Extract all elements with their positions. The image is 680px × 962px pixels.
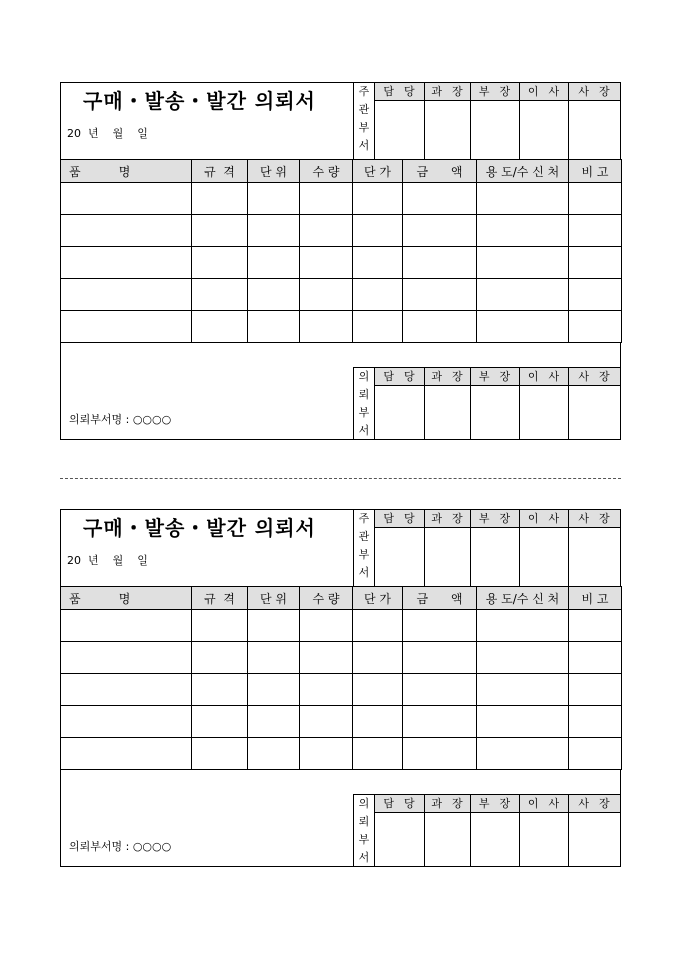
table-cell[interactable] bbox=[403, 610, 477, 642]
col-purpose-recipient: 용 도/수 신 처 bbox=[477, 587, 569, 610]
request-form-bottom bbox=[60, 509, 621, 867]
table-cell[interactable] bbox=[192, 311, 248, 343]
table-cell[interactable] bbox=[477, 215, 569, 247]
requesting-dept-approval bbox=[353, 367, 620, 439]
approval-cell-section-chief[interactable]: 과 장 bbox=[425, 368, 471, 439]
table-row bbox=[61, 610, 622, 642]
table-cell[interactable] bbox=[300, 642, 353, 674]
table-cell[interactable] bbox=[403, 279, 477, 311]
col-spec: 규 격 bbox=[192, 587, 248, 610]
table-cell[interactable] bbox=[353, 279, 403, 311]
table-cell[interactable] bbox=[477, 706, 569, 738]
table-cell[interactable] bbox=[477, 610, 569, 642]
table-cell[interactable] bbox=[248, 215, 300, 247]
table-cell[interactable] bbox=[353, 247, 403, 279]
approval-cell-director[interactable]: 이 사 bbox=[520, 83, 569, 159]
table-cell[interactable] bbox=[192, 183, 248, 215]
table-cell[interactable] bbox=[300, 674, 353, 706]
approval-cell-staff[interactable]: 담 당 bbox=[375, 510, 425, 586]
table-row bbox=[61, 642, 622, 674]
table-cell[interactable] bbox=[477, 738, 569, 770]
table-row bbox=[61, 311, 622, 343]
form-header bbox=[60, 509, 621, 586]
table-cell[interactable] bbox=[569, 183, 622, 215]
table-cell[interactable] bbox=[192, 279, 248, 311]
col-amount: 금 액 bbox=[403, 160, 477, 183]
approval-cell-president[interactable]: 사 장 bbox=[569, 368, 620, 439]
col-spec: 규 격 bbox=[192, 160, 248, 183]
table-cell[interactable] bbox=[300, 738, 353, 770]
table-cell[interactable] bbox=[61, 183, 192, 215]
table-cell[interactable] bbox=[248, 311, 300, 343]
table-cell[interactable] bbox=[353, 706, 403, 738]
form-title: 구매・발송・발간 의뢰서 bbox=[83, 89, 316, 113]
table-cell[interactable] bbox=[569, 610, 622, 642]
table-header-row bbox=[61, 587, 622, 610]
col-purpose-recipient: 용 도/수 신 처 bbox=[477, 160, 569, 183]
table-cell[interactable] bbox=[353, 642, 403, 674]
table-row bbox=[61, 183, 622, 215]
title-area bbox=[61, 83, 353, 159]
cut-line-divider bbox=[60, 478, 621, 479]
table-row bbox=[61, 279, 622, 311]
form-title: 구매・발송・발간 의뢰서 bbox=[83, 516, 316, 540]
table-cell[interactable] bbox=[61, 738, 192, 770]
approval-side-label: 의 뢰 부 서 bbox=[354, 795, 375, 866]
table-cell[interactable] bbox=[403, 311, 477, 343]
table-cell[interactable] bbox=[61, 642, 192, 674]
table-cell[interactable] bbox=[569, 674, 622, 706]
table-row bbox=[61, 247, 622, 279]
col-quantity: 수 량 bbox=[300, 160, 353, 183]
table-cell[interactable] bbox=[477, 674, 569, 706]
table-cell[interactable] bbox=[569, 706, 622, 738]
table-header-row bbox=[61, 160, 622, 183]
approval-side-label: 의 뢰 부 서 bbox=[354, 368, 375, 439]
table-cell[interactable] bbox=[569, 247, 622, 279]
form-footer bbox=[60, 343, 621, 440]
date-line: 20 년 월 일 bbox=[67, 554, 148, 567]
table-cell[interactable] bbox=[353, 215, 403, 247]
requesting-dept-name: 의뢰부서명 : ○○○○ bbox=[69, 840, 172, 853]
table-row bbox=[61, 674, 622, 706]
col-unit: 단 위 bbox=[248, 160, 300, 183]
table-cell[interactable] bbox=[569, 311, 622, 343]
table-cell[interactable] bbox=[353, 311, 403, 343]
table-cell[interactable] bbox=[300, 215, 353, 247]
request-form-top bbox=[60, 82, 621, 440]
table-cell[interactable] bbox=[300, 706, 353, 738]
table-cell[interactable] bbox=[353, 674, 403, 706]
approval-cell-dept-head[interactable]: 부 장 bbox=[471, 510, 520, 586]
table-cell[interactable] bbox=[477, 183, 569, 215]
supervising-dept-approval bbox=[353, 83, 620, 159]
approval-cell-president[interactable]: 사 장 bbox=[569, 795, 620, 866]
approval-cell-section-chief[interactable]: 과 장 bbox=[425, 83, 471, 159]
table-cell[interactable] bbox=[403, 215, 477, 247]
table-cell[interactable] bbox=[300, 247, 353, 279]
table-cell[interactable] bbox=[403, 642, 477, 674]
table-cell[interactable] bbox=[300, 279, 353, 311]
col-amount: 금 액 bbox=[403, 587, 477, 610]
approval-cell-dept-head[interactable]: 부 장 bbox=[471, 795, 520, 866]
table-row bbox=[61, 706, 622, 738]
form-header bbox=[60, 82, 621, 159]
table-cell[interactable] bbox=[353, 610, 403, 642]
table-cell[interactable] bbox=[477, 279, 569, 311]
table-cell[interactable] bbox=[403, 247, 477, 279]
requesting-dept-approval bbox=[353, 794, 620, 866]
table-cell[interactable] bbox=[61, 610, 192, 642]
table-cell[interactable] bbox=[192, 610, 248, 642]
col-remarks: 비 고 bbox=[569, 160, 622, 183]
requesting-dept-name: 의뢰부서명 : ○○○○ bbox=[69, 413, 172, 426]
approval-cell-dept-head[interactable]: 부 장 bbox=[471, 83, 520, 159]
supervising-dept-approval bbox=[353, 510, 620, 586]
table-cell[interactable] bbox=[569, 279, 622, 311]
table-cell[interactable] bbox=[353, 183, 403, 215]
col-unit-price: 단 가 bbox=[353, 587, 403, 610]
table-cell[interactable] bbox=[192, 247, 248, 279]
approval-cell-director[interactable]: 이 사 bbox=[520, 510, 569, 586]
approval-cell-president[interactable]: 사 장 bbox=[569, 510, 620, 586]
table-cell[interactable] bbox=[61, 311, 192, 343]
table-cell[interactable] bbox=[477, 247, 569, 279]
table-cell[interactable] bbox=[61, 279, 192, 311]
table-cell[interactable] bbox=[477, 311, 569, 343]
table-cell[interactable] bbox=[300, 610, 353, 642]
table-cell[interactable] bbox=[248, 610, 300, 642]
table-cell[interactable] bbox=[248, 738, 300, 770]
table-cell[interactable] bbox=[403, 738, 477, 770]
title-area bbox=[61, 510, 353, 586]
table-row bbox=[61, 738, 622, 770]
table-cell[interactable] bbox=[300, 183, 353, 215]
table-cell[interactable] bbox=[403, 674, 477, 706]
table-cell[interactable] bbox=[248, 706, 300, 738]
approval-cell-president[interactable]: 사 장 bbox=[569, 83, 620, 159]
approval-side-label: 주 관 부 서 bbox=[354, 83, 375, 159]
items-table bbox=[60, 159, 622, 343]
col-quantity: 수 량 bbox=[300, 587, 353, 610]
table-cell[interactable] bbox=[192, 642, 248, 674]
form-footer bbox=[60, 770, 621, 867]
table-cell[interactable] bbox=[248, 642, 300, 674]
col-item-name: 품 명 bbox=[61, 587, 192, 610]
table-cell[interactable] bbox=[569, 642, 622, 674]
col-unit-price: 단 가 bbox=[353, 160, 403, 183]
col-remarks: 비 고 bbox=[569, 587, 622, 610]
col-item-name: 품 명 bbox=[61, 160, 192, 183]
approval-cell-dept-head[interactable]: 부 장 bbox=[471, 368, 520, 439]
table-cell[interactable] bbox=[248, 183, 300, 215]
table-cell[interactable] bbox=[248, 674, 300, 706]
approval-cell-section-chief[interactable]: 과 장 bbox=[425, 795, 471, 866]
approval-cell-staff[interactable]: 담 당 bbox=[375, 795, 425, 866]
table-cell[interactable] bbox=[192, 215, 248, 247]
approval-cell-director[interactable]: 이 사 bbox=[520, 795, 569, 866]
table-cell[interactable] bbox=[192, 674, 248, 706]
table-cell[interactable] bbox=[477, 642, 569, 674]
table-cell[interactable] bbox=[403, 706, 477, 738]
date-line: 20 년 월 일 bbox=[67, 127, 148, 140]
col-unit: 단 위 bbox=[248, 587, 300, 610]
table-row bbox=[61, 215, 622, 247]
table-cell[interactable] bbox=[300, 311, 353, 343]
approval-side-label: 주 관 부 서 bbox=[354, 510, 375, 586]
table-cell[interactable] bbox=[569, 738, 622, 770]
table-cell[interactable] bbox=[192, 738, 248, 770]
table-cell[interactable] bbox=[248, 247, 300, 279]
approval-cell-staff[interactable]: 담 당 bbox=[375, 83, 425, 159]
approval-cell-section-chief[interactable]: 과 장 bbox=[425, 510, 471, 586]
table-cell[interactable] bbox=[61, 674, 192, 706]
approval-cell-staff[interactable]: 담 당 bbox=[375, 368, 425, 439]
table-cell[interactable] bbox=[569, 215, 622, 247]
table-cell[interactable] bbox=[61, 706, 192, 738]
items-table bbox=[60, 586, 622, 770]
table-cell[interactable] bbox=[403, 183, 477, 215]
table-cell[interactable] bbox=[61, 247, 192, 279]
approval-cell-director[interactable]: 이 사 bbox=[520, 368, 569, 439]
table-cell[interactable] bbox=[353, 738, 403, 770]
table-cell[interactable] bbox=[192, 706, 248, 738]
table-cell[interactable] bbox=[248, 279, 300, 311]
table-cell[interactable] bbox=[61, 215, 192, 247]
